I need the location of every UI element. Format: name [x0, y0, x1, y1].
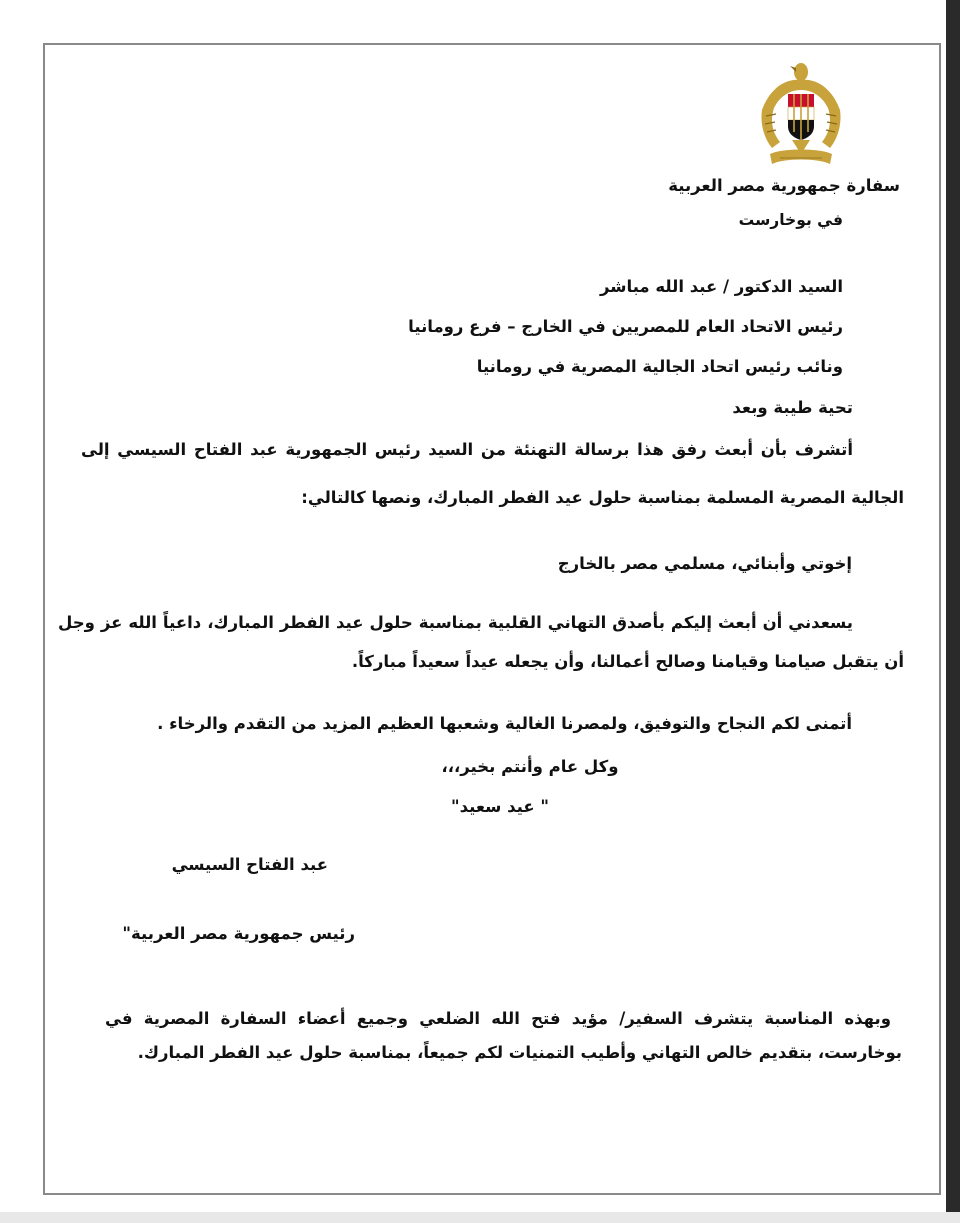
recipient-title-1: رئيس الاتحاد العام للمصريين في الخارج – فرع رومانيا — [408, 317, 843, 336]
signature-name: عبد الفتاح السيسي — [171, 855, 328, 874]
embassy-name: سفارة جمهورية مصر العربية — [668, 176, 900, 195]
greeting: تحية طيبة وبعد — [732, 398, 853, 417]
message-para1-line2: أن يتقبل صيامنا وقيامنا وصالح أعمالنا، وأن يجعله عيداً سعيداً مباركاً. — [351, 652, 904, 671]
signature-title: رئيس جمهورية مصر العربية" — [122, 924, 355, 943]
message-para2: أتمنى لكم النجاح والتوفيق، ولمصرنا الغالية وشعبها العظيم المزيد من التقدم والرخاء . — [157, 714, 852, 733]
viewer-edge-right — [946, 0, 960, 1223]
recipient-name: السيد الدكتور / عبد الله مباشر — [600, 277, 843, 296]
embassy-note-line-1: وبهذه المناسبة يتشرف السفير/ مؤيد فتح الله الضلعي وجميع أعضاء السفارة المصرية في — [105, 1009, 891, 1028]
intro-line-2: الجالية المصرية المسلمة بمناسبة حلول عيد الفطر المبارك، ونصها كالتالي: — [301, 488, 904, 507]
message-closing-2: " عيد سعيد" — [450, 797, 550, 816]
eagle-emblem-icon — [756, 58, 846, 170]
embassy-city: في بوخارست — [738, 211, 843, 229]
intro-line-1: أتشرف بأن أبعث رفق هذا برسالة التهنئة من السيد رئيس الجمهورية عبد الفتاح السيسي إلى — [81, 440, 853, 459]
embassy-note-line-2: بوخارست، بتقديم خالص التهاني وأطيب التمنيات لكم جميعاً، بمناسبة حلول عيد الفطر المبارك. — [137, 1043, 902, 1062]
message-salutation: إخوتي وأبنائي، مسلمي مصر بالخارج — [557, 554, 852, 573]
viewer-edge-bottom — [0, 1212, 960, 1223]
message-closing-1: وكل عام وأنتم بخير،،، — [441, 757, 619, 776]
message-para1-line1: يسعدني أن أبعث إليكم بأصدق التهاني القلبية بمناسبة حلول عيد الفطر المبارك، داعياً الله عز وجل — [58, 613, 853, 632]
recipient-title-2: ونائب رئيس اتحاد الجالية المصرية في رومانيا — [476, 357, 843, 376]
